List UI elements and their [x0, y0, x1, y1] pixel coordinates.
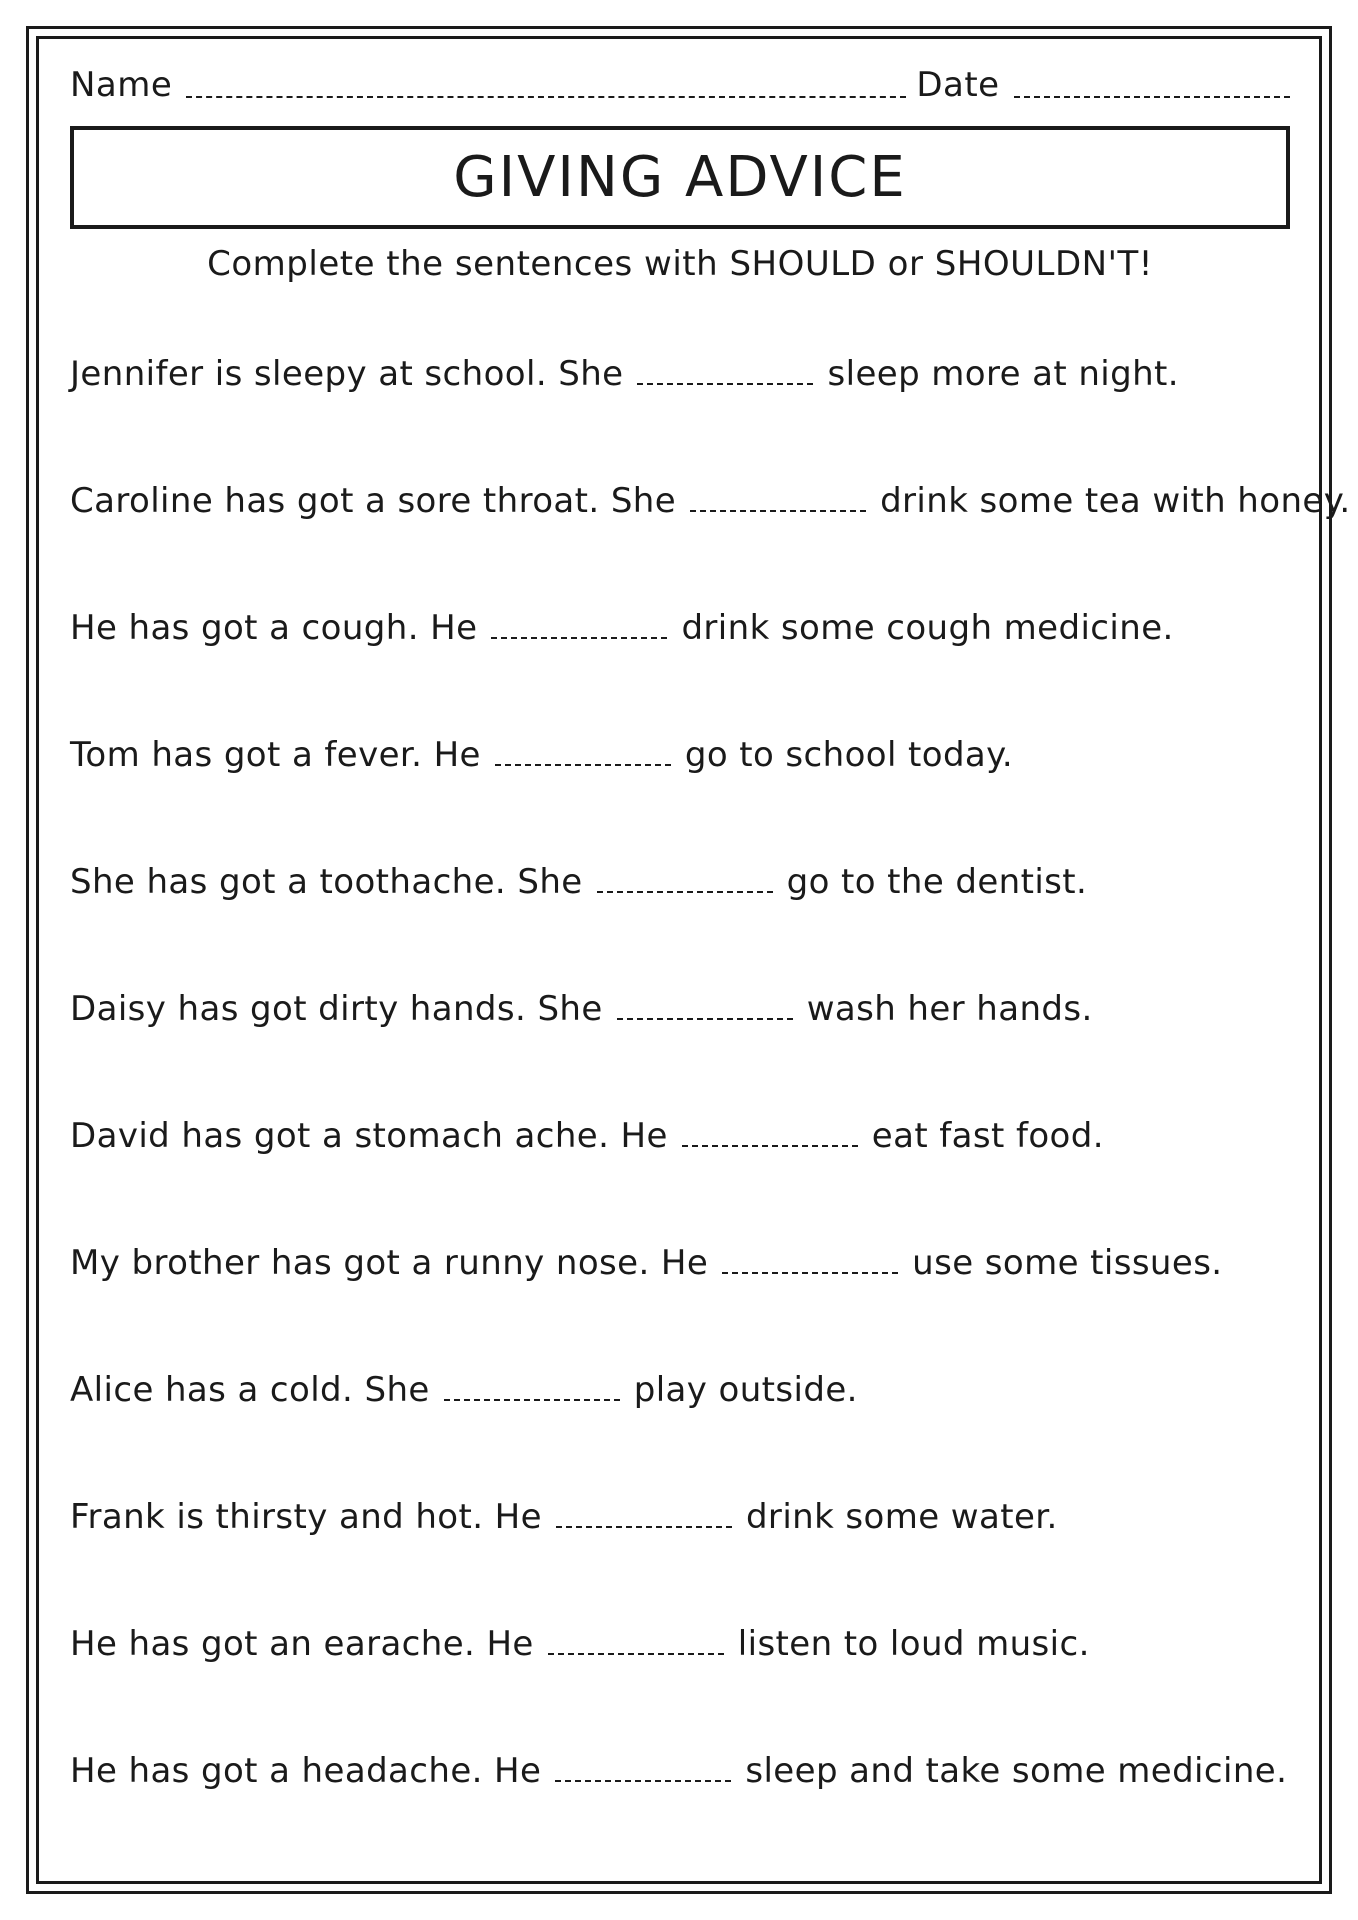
sentence-item [70, 1751, 1290, 1878]
answer-blank[interactable] [597, 877, 773, 893]
sentence-end: use some tissues. [912, 1243, 1223, 1283]
sentence-item [70, 1370, 1290, 1497]
sentence-end: listen to loud music. [737, 1624, 1090, 1664]
sentence-start: He has got an earache. He [70, 1624, 534, 1664]
answer-blank[interactable] [722, 1258, 898, 1274]
answer-blank[interactable] [637, 369, 813, 385]
date-label: Date [916, 65, 1000, 105]
sentence-end: sleep and take some medicine. [745, 1751, 1288, 1791]
answer-blank[interactable] [690, 496, 866, 512]
answer-blank[interactable] [444, 1385, 620, 1401]
sentence-item [70, 1116, 1290, 1243]
sentence-start: Frank is thirsty and hot. He [70, 1497, 542, 1537]
name-date-row [70, 62, 1290, 106]
sentence-end: sleep more at night. [827, 354, 1179, 394]
sentence-start: Alice has a cold. She [70, 1370, 430, 1410]
sentence-end: go to the dentist. [786, 862, 1088, 902]
sentence-start: David has got a stomach ache. He [70, 1116, 668, 1156]
sentence-item [70, 608, 1290, 735]
sentence-item [70, 735, 1290, 862]
sentence-end: eat fast food. [871, 1116, 1104, 1156]
sentence-item [70, 1243, 1290, 1370]
name-blank[interactable] [186, 86, 906, 98]
sentence-end: drink some tea with honey. [880, 481, 1351, 521]
sentence-end: drink some cough medicine. [681, 608, 1174, 648]
answer-blank[interactable] [556, 1512, 732, 1528]
sentence-start: Caroline has got a sore throat. She [70, 481, 677, 521]
sentence-start: Jennifer is sleepy at school. She [70, 354, 624, 394]
sentence-start: He has got a headache. He [70, 1751, 542, 1791]
title-box [70, 126, 1290, 229]
sentence-start: She has got a toothache. She [70, 862, 583, 902]
answer-blank[interactable] [617, 1004, 793, 1020]
sentence-item [70, 862, 1290, 989]
sentence-start: Daisy has got dirty hands. She [70, 989, 603, 1029]
sentence-end: wash her hands. [806, 989, 1093, 1029]
sentence-start: Tom has got a fever. He [70, 735, 481, 775]
sentence-item [70, 1497, 1290, 1624]
sentence-start: He has got a cough. He [70, 608, 478, 648]
sentence-end: go to school today. [684, 735, 1014, 775]
name-label: Name [70, 65, 173, 105]
sentence-item [70, 1624, 1290, 1751]
date-blank[interactable] [1014, 86, 1290, 98]
sentence-item [70, 354, 1290, 481]
answer-blank[interactable] [682, 1131, 858, 1147]
answer-blank[interactable] [491, 623, 667, 639]
sentence-end: play outside. [633, 1370, 858, 1410]
sentence-item [70, 989, 1290, 1116]
sentence-list [70, 354, 1351, 1878]
answer-blank[interactable] [548, 1639, 724, 1655]
sentence-start: My brother has got a runny nose. He [70, 1243, 709, 1283]
answer-blank[interactable] [555, 1766, 731, 1782]
answer-blank[interactable] [495, 750, 671, 766]
worksheet-title: GIVING ADVICE [453, 145, 907, 210]
sentence-end: drink some water. [745, 1497, 1058, 1537]
sentence-item [70, 481, 1351, 608]
instructions: Complete the sentences with SHOULD or SHOULDN'T! [207, 244, 1153, 284]
